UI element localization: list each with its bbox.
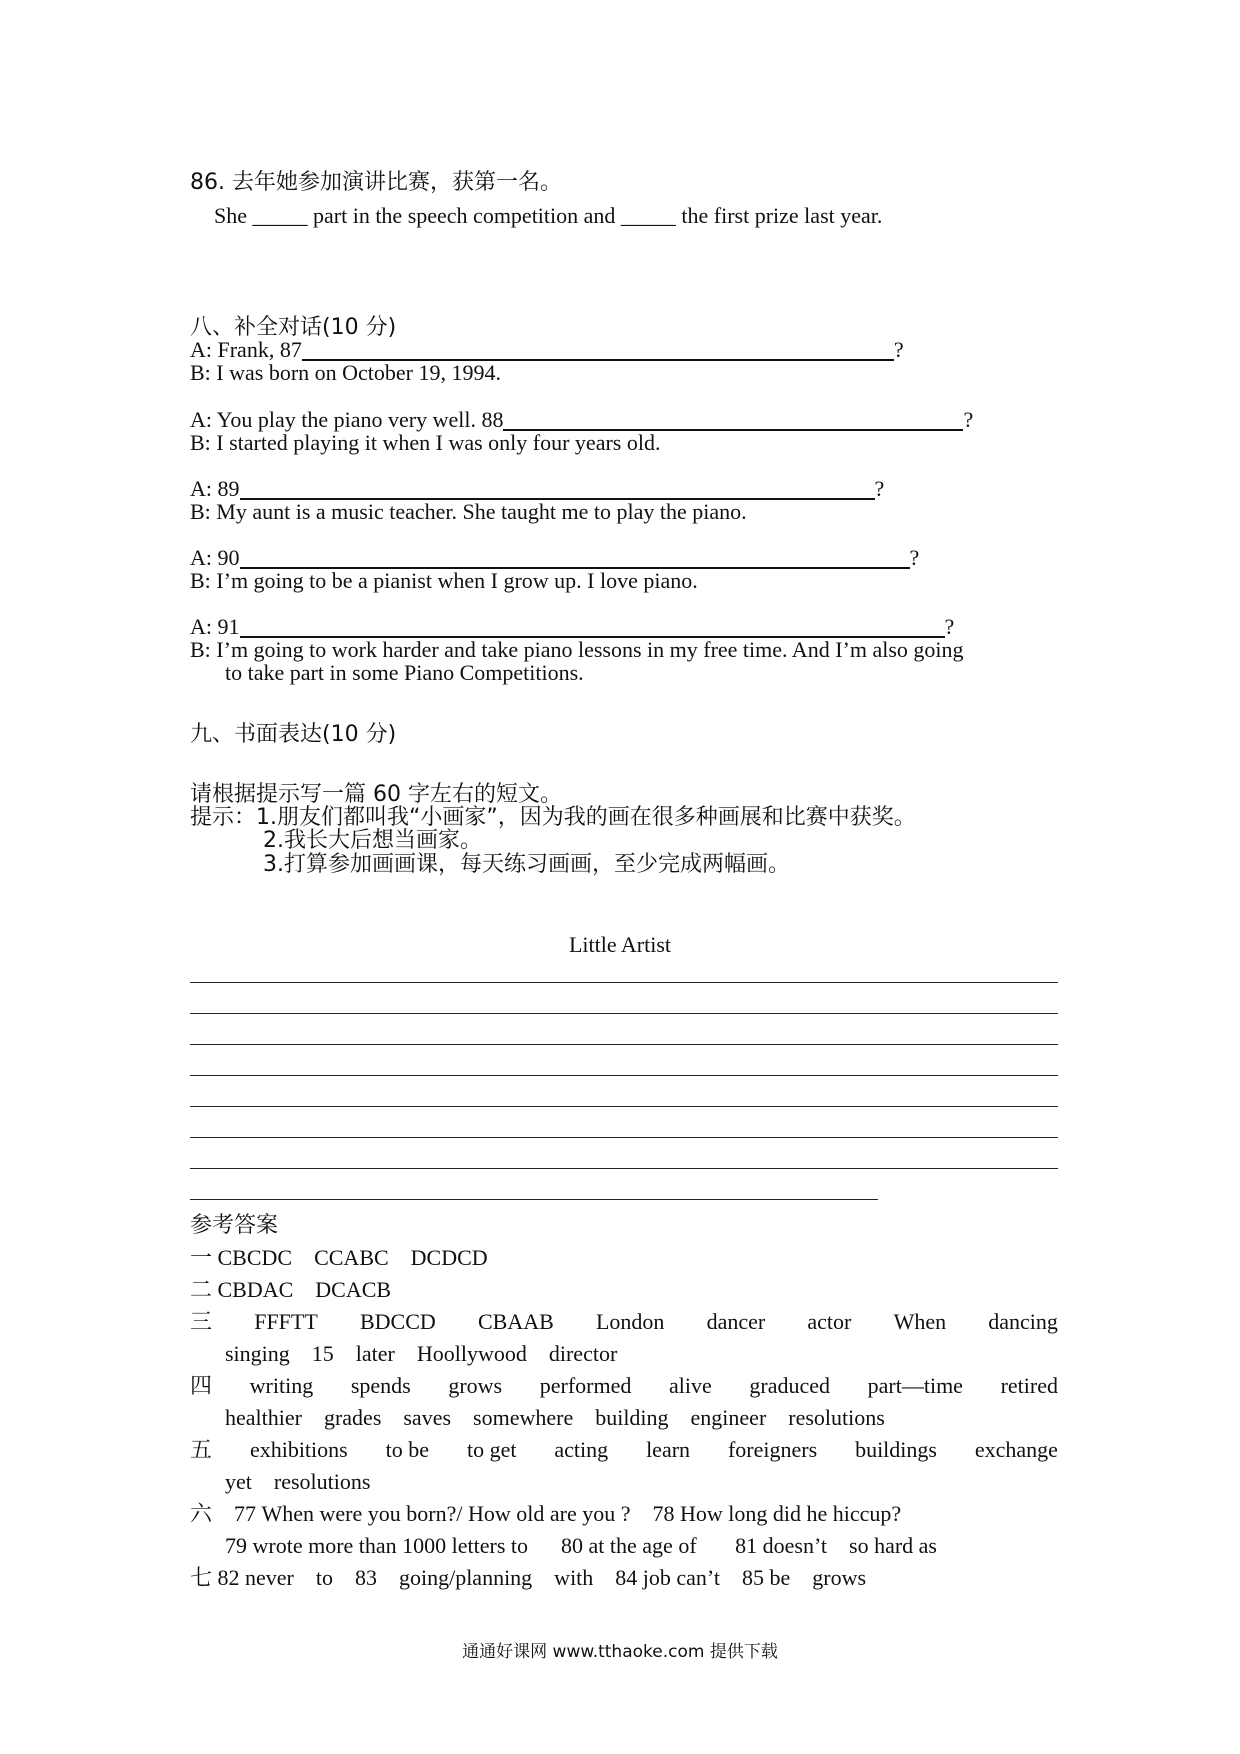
answer-item: learn: [646, 1437, 691, 1462]
writing-line[interactable]: [190, 1137, 1058, 1138]
dialog-89-a: [190, 477, 884, 501]
answers-section-2: 二 CBDAC DCACB: [190, 1277, 392, 1302]
dialog-91-blank[interactable]: [240, 616, 945, 638]
dialog-89-qmark: ?: [874, 476, 885, 501]
answer-item: dancing: [988, 1309, 1058, 1334]
answer-item: actor: [807, 1309, 852, 1334]
dialog-87-qmark: ?: [893, 337, 904, 362]
dialog-89-blank[interactable]: [240, 478, 875, 500]
writing-line[interactable]: [190, 1168, 1058, 1169]
answer-item: part—time: [867, 1373, 963, 1398]
answer-item: London: [595, 1309, 665, 1334]
dialog-87-blank[interactable]: [302, 339, 894, 361]
answer-item: retired: [1000, 1373, 1058, 1398]
answer-item: FFFTT: [254, 1309, 318, 1334]
answers-section-6-row-2: 79 wrote more than 1000 letters to 80 at the age of 81 doesn’t so hard as: [225, 1533, 937, 1558]
writing-line[interactable]: [190, 1044, 1058, 1045]
answer-item: BDCCD: [359, 1309, 436, 1334]
dialog-90-a-text: A: 90: [190, 545, 240, 570]
answer-item: dancer: [706, 1309, 766, 1334]
writing-line[interactable]: [190, 1106, 1058, 1107]
dialog-90-blank[interactable]: [240, 547, 910, 569]
q86-prompt: 86. 去年她参加演讲比赛，获第一名。: [190, 170, 562, 195]
dialog-88-b: B: I started playing it when I was only four years old.: [190, 430, 661, 455]
answer-item: writing: [249, 1373, 314, 1398]
dialog-87-a-text: A: Frank, 87: [190, 337, 302, 362]
dialog-87-a: [190, 338, 904, 362]
answer-item: 四: [190, 1373, 213, 1398]
q86-sentence: She _____ part in the speech competition and _____ the first prize last year.: [214, 203, 883, 228]
answer-item: acting: [554, 1437, 609, 1462]
dialog-91-b1: B: I’m going to work harder and take piano lessons in my free time. And I’m also going: [190, 637, 964, 662]
writing-hint-1: 提示：1.朋友们都叫我“小画家”，因为我的画在很多种画展和比赛中获奖。: [190, 805, 916, 830]
dialog-91-b2: to take part in some Piano Competitions.: [225, 660, 584, 685]
dialog-89-a-text: A: 89: [190, 476, 240, 501]
answer-item: 三: [190, 1309, 213, 1334]
dialog-90-a: [190, 546, 919, 570]
dialog-88-qmark: ?: [963, 407, 974, 432]
answer-item: to get: [466, 1437, 517, 1462]
dialog-88-a-text: A: You play the piano very well. 88: [190, 407, 504, 432]
writing-line[interactable]: [190, 1013, 1058, 1014]
answers-section-4-row-2: healthier grades saves somewhere building engineer resolutions: [225, 1405, 885, 1430]
writing-line[interactable]: [190, 1199, 878, 1200]
answers-section-5-row-2: yet resolutions: [225, 1469, 371, 1494]
footer-watermark: 通通好课网 www.tthaoke.com 提供下载: [462, 1642, 778, 1662]
answers-section-5-row-1: [190, 1436, 1058, 1464]
answer-item: performed: [539, 1373, 632, 1398]
answer-item: exchange: [974, 1437, 1058, 1462]
answer-item: foreigners: [727, 1437, 818, 1462]
dialog-89-b: B: My aunt is a music teacher. She taught me to play the piano.: [190, 499, 747, 524]
answers-section-6-row-1: 六 77 When were you born?/ How old are you ? 78 How long did he hiccup?: [190, 1501, 902, 1526]
writing-hint-3: 3.打算参加画画课，每天练习画画，至少完成两幅画。: [263, 852, 790, 877]
answers-section-3-row-1: [190, 1308, 1058, 1336]
dialog-88-a: [190, 408, 973, 432]
answer-item: buildings: [855, 1437, 937, 1462]
answer-item: exhibitions: [249, 1437, 348, 1462]
writing-hint-2: 2.我长大后想当画家。: [263, 828, 482, 853]
answer-item: spends: [350, 1373, 411, 1398]
answer-item: grows: [448, 1373, 503, 1398]
dialog-91-qmark: ?: [944, 614, 955, 639]
answer-item: When: [893, 1309, 947, 1334]
section9-heading: 九、书面表达(10 分): [190, 722, 397, 747]
essay-title: Little Artist: [568, 932, 672, 957]
answer-item: CBAAB: [477, 1309, 554, 1334]
dialog-91-a-text: A: 91: [190, 614, 240, 639]
answer-item: graduced: [749, 1373, 831, 1398]
answer-item: to be: [385, 1437, 430, 1462]
answers-heading: 参考答案: [190, 1213, 279, 1238]
dialog-91-a: [190, 615, 954, 639]
dialog-90-b: B: I’m going to be a pianist when I grow up. I love piano.: [190, 568, 698, 593]
writing-line[interactable]: [190, 982, 1058, 983]
answers-section-4-row-1: [190, 1372, 1058, 1400]
answers-section-3-row-2: singing 15 later Hoollywood director: [225, 1341, 618, 1366]
writing-instruction: 请根据提示写一篇 60 字左右的短文。: [190, 782, 562, 807]
answer-item: 五: [190, 1437, 213, 1462]
answer-item: alive: [669, 1373, 712, 1398]
answers-section-1: 一 CBCDC CCABC DCDCD: [190, 1245, 488, 1270]
answers-section-7: 七 82 never to 83 going/planning with 84 job can’t 85 be grows: [190, 1565, 867, 1590]
writing-line[interactable]: [190, 1075, 1058, 1076]
dialog-87-b: B: I was born on October 19, 1994.: [190, 360, 502, 385]
dialog-90-qmark: ?: [909, 545, 920, 570]
section8-heading: 八、补全对话(10 分): [190, 315, 397, 340]
dialog-88-blank[interactable]: [503, 409, 963, 431]
